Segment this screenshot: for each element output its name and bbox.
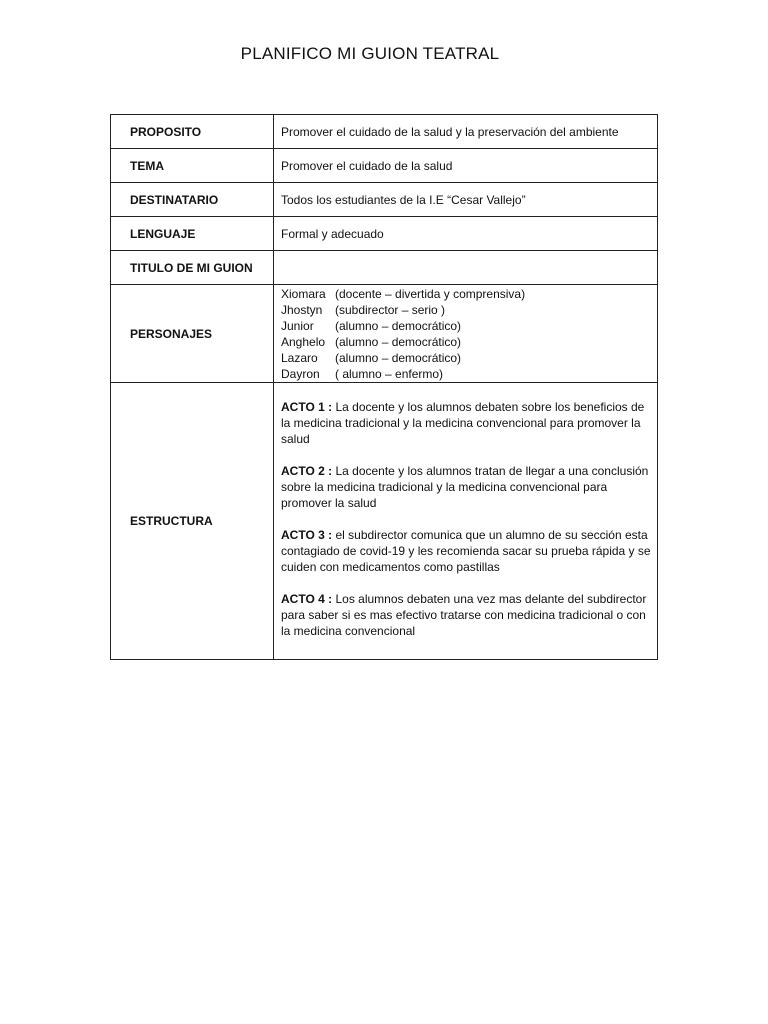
character-role: (alumno – democrático) [335, 318, 462, 333]
character-name: Jhostyn [281, 302, 323, 317]
act-item [281, 527, 651, 575]
act-text: La docente y los alumnos debaten sobre los beneficios de la medicina tradicional y la medicina convencional para promover la salud [281, 400, 645, 446]
row-value: Formal y adecuado [274, 217, 658, 251]
character-role: (subdirector – serio ) [335, 302, 446, 317]
act-item [281, 591, 651, 639]
row-value-empty [274, 251, 658, 285]
character-name: Junior [281, 318, 314, 333]
row-value: Promover el cuidado de la salud [274, 149, 658, 183]
character-item [281, 318, 651, 334]
character-name: Anghelo [281, 334, 326, 349]
row-label: ESTRUCTURA [111, 383, 274, 660]
table-row-tema [111, 149, 658, 183]
act-label: ACTO 2 : [281, 464, 333, 478]
row-label: TEMA [111, 149, 274, 183]
table-row-estructura [111, 383, 658, 660]
character-item [281, 334, 651, 350]
row-label: TITULO DE MI GUION [111, 251, 274, 285]
row-label: LENGUAJE [111, 217, 274, 251]
script-plan-table [110, 114, 658, 660]
table-row-lenguaje [111, 217, 658, 251]
table-row-personajes [111, 285, 658, 383]
row-value: Todos los estudiantes de la I.E “Cesar Vallejo” [274, 183, 658, 217]
act-label: ACTO 4 : [281, 592, 333, 606]
table-row-proposito [111, 115, 658, 149]
table-row-destinatario [111, 183, 658, 217]
characters-list [274, 285, 658, 383]
act-text: el subdirector comunica que un alumno de su sección esta contagiado de covid-19 y les recomienda sacar su prueba rápida y se cuiden con medicamentos como pastillas [281, 528, 651, 574]
act-label: ACTO 3 : [281, 528, 333, 542]
character-name: Lazaro [281, 350, 318, 365]
act-text: La docente y los alumnos tratan de llegar a una conclusión sobre la medicina tradicional y la medicina convencional para promover la salud [281, 464, 649, 510]
structure-acts [274, 383, 658, 660]
act-item [281, 463, 651, 511]
page-title: PLANIFICO MI GUION TEATRAL [240, 44, 500, 63]
character-role: (docente – divertida y comprensiva) [335, 286, 526, 301]
character-role: (alumno – democrático) [335, 334, 462, 349]
character-name: Xiomara [281, 286, 326, 301]
act-item [281, 399, 651, 447]
act-text: Los alumnos debaten una vez mas delante del subdirector para saber si es mas efectivo tratarse con medicina tradicional o con la medicina convencional [281, 592, 647, 638]
character-item [281, 302, 651, 318]
character-item [281, 366, 651, 382]
row-label: PERSONAJES [111, 285, 274, 383]
act-label: ACTO 1 : [281, 400, 333, 414]
character-role: ( alumno – enfermo) [335, 366, 444, 381]
character-name: Dayron [281, 366, 320, 381]
character-item [281, 286, 651, 302]
row-label: DESTINATARIO [111, 183, 274, 217]
table-row-titulo [111, 251, 658, 285]
row-value: Promover el cuidado de la salud y la preservación del ambiente [274, 115, 658, 149]
character-role: (alumno – democrático) [335, 350, 462, 365]
row-label: PROPOSITO [111, 115, 274, 149]
character-item [281, 350, 651, 366]
